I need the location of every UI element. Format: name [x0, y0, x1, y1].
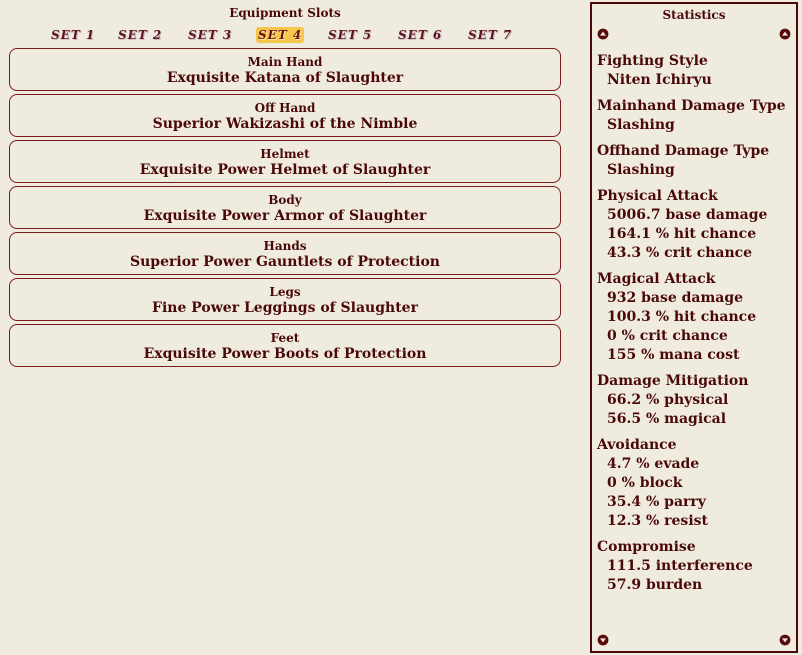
stat-heading: Damage Mitigation — [597, 373, 749, 389]
stat-value: 0 % crit chance — [607, 328, 728, 344]
stat-value: 4.7 % evade — [607, 456, 700, 472]
stat-value: 155 % mana cost — [607, 347, 740, 363]
stat-group-mainhand-damage-type — [597, 97, 792, 135]
slot-label: Hands — [263, 239, 307, 253]
stat-heading: Offhand Damage Type — [597, 143, 770, 159]
slot-label: Feet — [270, 331, 300, 345]
tab-set-4[interactable]: SET 4 — [258, 28, 303, 42]
slot-label: Helmet — [260, 147, 310, 161]
stat-heading: Magical Attack — [597, 271, 716, 287]
stat-value: Slashing — [607, 117, 675, 133]
slot-feet[interactable] — [9, 324, 561, 367]
statistics-list — [597, 52, 792, 602]
stat-value: 111.5 interference — [607, 558, 753, 574]
scroll-up-icon[interactable] — [597, 28, 609, 40]
stat-value: 100.3 % hit chance — [607, 309, 757, 325]
slot-body[interactable] — [9, 186, 561, 229]
tab-set-5[interactable]: SET 5 — [328, 28, 373, 42]
stat-group-avoidance — [597, 436, 792, 531]
stat-heading: Physical Attack — [597, 188, 718, 204]
slot-item-name: Exquisite Katana of Slaughter — [166, 70, 404, 86]
stat-value: 57.9 burden — [607, 577, 703, 593]
slot-item-name: Superior Power Gauntlets of Protection — [130, 254, 440, 270]
statistics-panel[interactable] — [590, 2, 798, 653]
slot-label: Off Hand — [254, 101, 316, 115]
equipment-slots-title: Equipment Slots — [229, 6, 341, 20]
slot-item-name: Fine Power Leggings of Slaughter — [152, 300, 418, 316]
tab-set-3[interactable]: SET 3 — [188, 28, 233, 42]
stat-group-damage-mitigation — [597, 372, 792, 429]
stat-group-compromise — [597, 538, 792, 595]
scroll-down-icon[interactable] — [779, 634, 791, 646]
slot-main-hand[interactable] — [9, 48, 561, 91]
stat-value: 35.4 % parry — [607, 494, 706, 510]
slot-item-name: Superior Wakizashi of the Nimble — [152, 116, 418, 132]
stat-group-magical-attack — [597, 270, 792, 365]
stat-heading: Mainhand Damage Type — [597, 98, 786, 114]
slot-label: Legs — [269, 285, 301, 299]
slot-legs[interactable] — [9, 278, 561, 321]
slot-item-name: Exquisite Power Boots of Protection — [143, 346, 427, 362]
stat-heading: Fighting Style — [597, 53, 708, 69]
tab-set-1[interactable]: SET 1 — [51, 28, 96, 42]
stat-value: Niten Ichiryu — [607, 72, 712, 88]
slot-item-name: Exquisite Power Armor of Slaughter — [143, 208, 427, 224]
tab-set-6[interactable]: SET 6 — [398, 28, 443, 42]
stat-value: Slashing — [607, 162, 675, 178]
stat-group-physical-attack — [597, 187, 792, 263]
slot-label: Body — [268, 193, 302, 207]
tab-set-7[interactable]: SET 7 — [468, 28, 513, 42]
stat-group-offhand-damage-type — [597, 142, 792, 180]
equipment-slot-list — [9, 48, 561, 370]
stat-value: 56.5 % magical — [607, 411, 727, 427]
stat-heading: Compromise — [597, 539, 696, 555]
slot-label: Main Hand — [247, 55, 323, 69]
slot-off-hand[interactable] — [9, 94, 561, 137]
stat-value: 0 % block — [607, 475, 683, 491]
tab-set-2[interactable]: SET 2 — [118, 28, 163, 42]
slot-helmet[interactable] — [9, 140, 561, 183]
slot-item-name: Exquisite Power Helmet of Slaughter — [139, 162, 431, 178]
slot-hands[interactable] — [9, 232, 561, 275]
stat-group-fighting-style — [597, 52, 792, 90]
stat-value: 66.2 % physical — [607, 392, 729, 408]
stat-heading: Avoidance — [597, 437, 677, 453]
statistics-title: Statistics — [662, 8, 726, 22]
stat-value: 12.3 % resist — [607, 513, 708, 529]
stat-value: 43.3 % crit chance — [607, 245, 753, 261]
scroll-down-icon[interactable] — [597, 634, 609, 646]
scroll-up-icon[interactable] — [779, 28, 791, 40]
set-tabs — [0, 27, 570, 43]
stat-value: 164.1 % hit chance — [607, 226, 757, 242]
stat-value: 5006.7 base damage — [607, 207, 768, 223]
stat-value: 932 base damage — [607, 290, 744, 306]
